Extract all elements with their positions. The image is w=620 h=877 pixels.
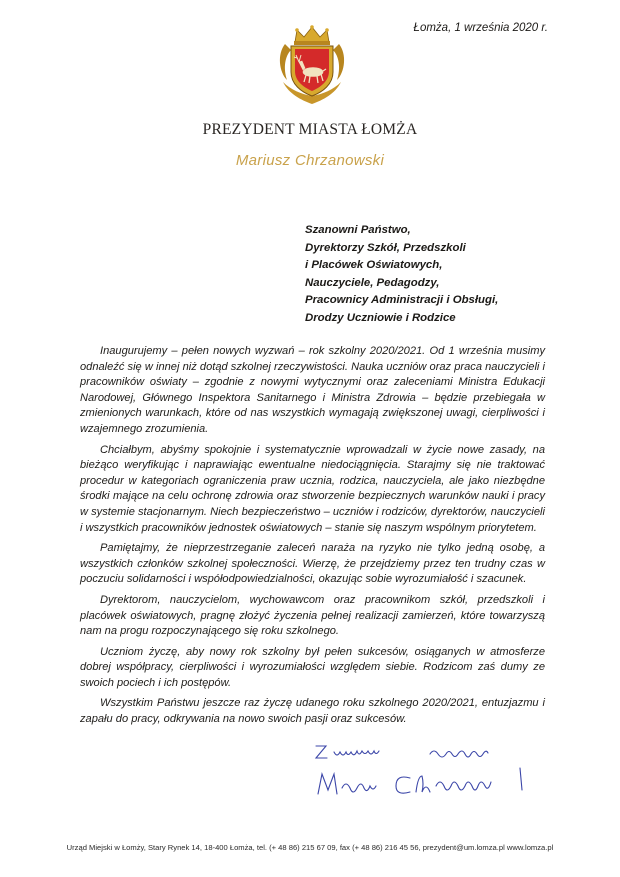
body-paragraph: Chciałbym, abyśmy spokojnie i systematycznie wprowadzali w życie nowe zasady, na bieżąco weryfikując i naprawiając ewentualne niedociągnięcia. Starajmy się nie traktować procedur w kategoriach ograniczenia praw ucznia, rodzica, nauczyciela, ale jako niezbędne środki mające na celu ochronę zdrowia oraz stworzenie bezpiecznych warunków nauki i pracy w systemie stacjonarnym. Niech bezpieczeństwo – uczniów i rodziców, dyrektorów, nauczycieli i wszystkich pracowników jednostek oświatowych – stanie się naszym wspólnym priorytetem. — [80, 443, 545, 534]
body-paragraph: Wszystkim Państwu jeszcze raz życzę udanego roku szkolnego 2020/2021, entuzjazmu i zapału do pracy, odkrywania na nowo swoich pasji oraz sukcesów. — [80, 697, 545, 726]
letter-date: Łomża, 1 września 2020 r. — [413, 22, 548, 34]
letter-body — [80, 344, 545, 733]
body-paragraph: Inaugurujemy – pełen nowych wyzwań – rok szkolny 2020/2021. Od 1 września musimy odnaleźć się w innej niż dotąd szkolnej rzeczywistości. Nauka uczniów oraz praca nauczycieli i pracowników oświaty – zgodnie z nowymi wytycznymi oraz zaleceniami Ministra Edukacji Narodowej, Głównego Inspektora Sanitarnego i Ministra Zdrowia – będzie przebiegała w zmienionych warunkach, które od nas wszystkich wymagają zwiększonej uwagi, cierpliwości i wzajemnego zrozumienia. — [80, 345, 545, 435]
addressee-line: Szanowni Państwo, — [305, 224, 411, 236]
body-paragraph: Dyrektorom, nauczycielom, wychowawcom oraz pracownikom szkół, przedszkoli i placówek oświatowych, pragnę złożyć życzenia pełnej realizacji zamierzeń, które towarzyszą nam na progu rozpoczynającego się roku szkolnego. — [80, 593, 545, 638]
lomza-coat-of-arms-icon — [277, 24, 347, 106]
body-paragraph: Uczniom życzę, aby nowy rok szkolny był pełen sukcesów, osiąganych w atmosferze dobrej współpracy, cierpliwości i wyrozumiałości względem siebie. Rodzicom zaś dumy ze swoich pociech i ich postępów. — [80, 645, 545, 689]
addressee-line: Pracownicy Administracji i Obsługi, — [305, 294, 499, 306]
mayor-name: Mariusz Chrzanowski — [235, 152, 385, 169]
addressee-block — [305, 222, 595, 327]
addressee-line: Dyrektorzy Szkół, Przedszkoli — [305, 241, 466, 254]
office-title: PREZYDENT MIASTA ŁOMŻA — [202, 121, 418, 138]
handwritten-signature — [312, 740, 542, 804]
addressee-line: Drodzy Uczniowie i Rodzice — [305, 311, 456, 324]
addressee-line: i Placówek Oświatowych, — [305, 259, 443, 271]
body-paragraph: Pamiętajmy, że nieprzestrzeganie zaleceń naraża na ryzyko nie tylko jedną osobę, a wszystkich członków szkolnej społeczności. Wierzę, że przejdziemy przez ten trudny czas w poczuciu solidarności i współodpowiedzialności, okazując sobie wyrozumiałość i szacunek. — [80, 542, 545, 586]
addressee-line: Nauczyciele, Pedagodzy, — [305, 276, 440, 289]
footer-contact: Urząd Miejski w Łomży, Stary Rynek 14, 18-400 Łomża, tel. (+ 48 86) 215 67 09, fax (+ 48 86) 216 45 56, prezydent@um.lomza.pl www.lomza.pl — [66, 843, 554, 852]
